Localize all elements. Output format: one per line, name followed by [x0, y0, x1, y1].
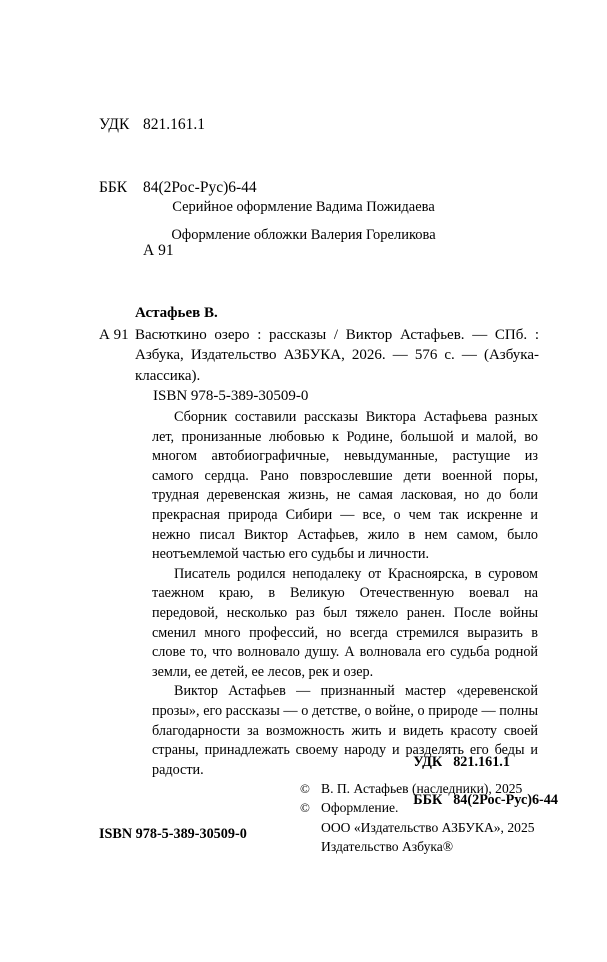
bbk-label-bottom: ББК — [413, 792, 443, 808]
annotation-paragraph-3: Виктор Астафьев — признанный мастер «деревенской прозы», его рассказы — о детстве, о войне, о природе — полны благодарности за возможность жить и видеть красоту своей страны, принадлежать своему народу и разделять его беды и радости. — [152, 683, 538, 778]
annotation-text — [152, 408, 538, 780]
classification-block-top — [99, 72, 257, 303]
copyright-text-2: Оформление. — [321, 800, 399, 816]
bbk-value-top: 84(2Рос-Рус)6-44 — [143, 179, 257, 196]
copyright-line-2 — [300, 798, 535, 817]
udc-value-bottom: 821.161.1 — [453, 754, 510, 770]
isbn-bottom: ISBN 978-5-389-30509-0 — [99, 826, 247, 842]
copyright-block — [300, 779, 535, 857]
biblio-author-heading: Астафьев В. — [135, 305, 218, 321]
author-mark-top: А 91 — [143, 242, 174, 259]
biblio-description: Васюткино озеро : рассказы / Виктор Астафьев. — СПб. : Азбука, Издательство АЗБУКА, 2026. — 576 с. — (Азбука-классика). — [135, 326, 539, 384]
biblio-body — [99, 325, 539, 407]
copyright-text-1: В. П. Астафьев (наследники), 2025 — [321, 781, 523, 796]
copyright-text-4: Издательство Азбука® — [321, 839, 454, 855]
design-credits — [0, 193, 607, 249]
bbk-value-bottom: 84(2Рос-Рус)6-44 — [453, 792, 558, 808]
udc-row-bottom — [413, 754, 510, 770]
series-design-credit: Серийное оформление Вадима Пожидаева — [172, 199, 435, 215]
annotation-paragraph-1: Сборник составили рассказы Виктора Астафьева разных лет, пронизанные любовью к Родине, большой и малой, во многом автобиографичные, невыдуманные, растущие из самого сердца. Рано повзрослевшие дети военной поры, трудная деревенская жизнь, не самая ласковая, но до боли прекрасная природа Сибири — все, о чем так искренне и нежно писал Виктор Астафьев, жило в нем самом, было неотъемлемой частью его судьбы и личности. — [152, 409, 538, 563]
biblio-isbn: ISBN 978-5-389-30509-0 — [153, 388, 309, 404]
biblio-author-mark: А 91 — [99, 326, 129, 343]
copyright-line-3 — [300, 818, 535, 837]
copyright-line-4 — [300, 837, 535, 856]
annotation-paragraph-2: Писатель родился неподалеку от Красноярска, в суровом таежном краю, в Великую Отечественную воевал на передовой, несколько раз был тяжело ранен. После войны сменил много профессий, но всегда стремился выразить в слове то, что волновало душу. А волновала его судьба родной земли, ее детей, ее лесов, рек и озер. — [152, 565, 538, 680]
copyright-icon: © — [300, 781, 310, 796]
copyright-line-1 — [300, 779, 535, 798]
cover-design-credit: Оформление обложки Валерия Гореликова — [171, 227, 436, 243]
copyright-icon: © — [300, 800, 310, 816]
udc-row-top — [99, 114, 257, 135]
bibliographic-record — [99, 303, 539, 407]
udc-label-top: УДК — [99, 116, 130, 133]
copyright-text-3: ООО «Издательство АЗБУКА», 2025 — [321, 819, 535, 835]
bbk-label-top: ББК — [99, 179, 128, 196]
udc-label-bottom: УДК — [413, 754, 443, 770]
udc-value-top: 821.161.1 — [143, 116, 205, 133]
